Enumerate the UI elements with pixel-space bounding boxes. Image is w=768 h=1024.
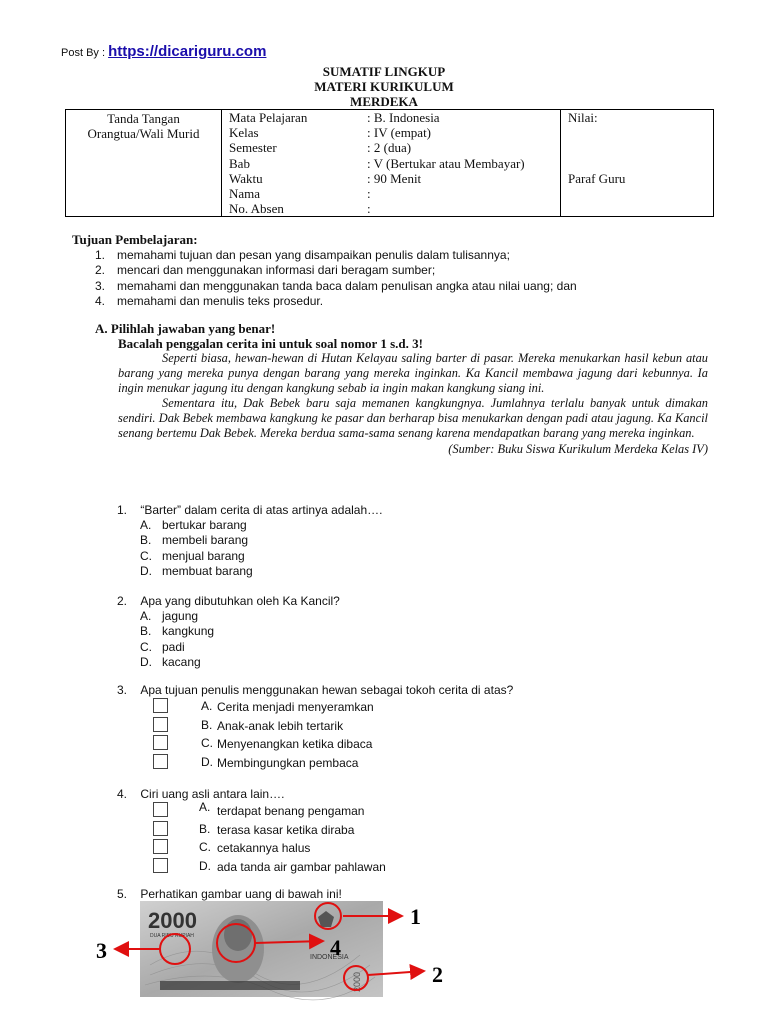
option[interactable]: A. terdapat benang pengaman <box>153 802 677 821</box>
checkbox[interactable] <box>153 802 168 817</box>
option[interactable]: C. menjual barang <box>140 548 245 563</box>
objectives-list <box>95 248 577 309</box>
question-text: 1. “Barter” dalam cerita di atas artinya adalah…. <box>117 503 383 517</box>
option[interactable]: C. padi <box>140 639 185 654</box>
checkbox[interactable] <box>153 839 168 854</box>
field-value: : <box>367 201 371 217</box>
list-item: 1. memahami tujuan dan pesan yang disampaikan penulis dalam tulisannya; <box>95 248 510 262</box>
checkbox[interactable] <box>153 698 168 713</box>
list-item: 2. mencari dan menggunakan informasi dari beragam sumber; <box>95 263 436 278</box>
banknote-words: DUA RIBU RUPIAH <box>150 933 194 939</box>
score-cell <box>561 110 714 217</box>
banknote-vertical-denomination: 2000 <box>352 971 362 992</box>
field-row <box>222 125 560 140</box>
checkbox[interactable] <box>153 858 168 873</box>
doc-title-line2: MATERI KURIKULUM <box>314 79 454 94</box>
checkbox[interactable] <box>153 754 168 769</box>
callout-label-2: 2 <box>432 962 443 987</box>
doc-title-line3: MERDEKA <box>350 94 418 109</box>
field-label: Nama <box>229 185 261 201</box>
list-item: 4. memahami dan menulis teks prosedur. <box>95 293 324 308</box>
field-label: Bab <box>229 155 250 171</box>
option[interactable]: D. membuat barang <box>140 563 253 578</box>
story-paragraph-2: Sementara itu, Dak Bebek baru saja memanen kangkungnya. Jumlahnya terlalu banyak untuk dimakan sendiri. Dak Bebek membawa kangkung ke pasar dan berharap bisa menukarkan dengan padi atau jagung. Ka Kancil senang bertemu Dak Bebek. Mereka berdua sama-sama senang karena mendapatkan barang yang mereka inginkan. <box>118 396 708 441</box>
banknote-denomination: 2000 <box>148 908 197 933</box>
option[interactable]: A. jagung <box>140 609 199 623</box>
option[interactable]: C. Menyenangkan ketika dibaca <box>153 735 677 754</box>
option[interactable]: D. ada tanda air gambar pahlawan <box>153 858 677 877</box>
story-excerpt <box>118 351 708 457</box>
question-text: 5. Perhatikan gambar uang di bawah ini! <box>117 887 342 901</box>
field-value: : B. Indonesia <box>367 110 440 125</box>
question-text: 3. Apa tujuan penulis menggunakan hewan sebagai tokoh cerita di atas? <box>117 683 514 697</box>
banknote-country: INDONESIA <box>310 954 349 961</box>
question-1 <box>117 502 617 579</box>
question-3 <box>117 682 677 772</box>
fields-cell <box>222 110 561 217</box>
option[interactable]: A. bertukar barang <box>140 518 247 532</box>
field-value: : V (Bertukar atau Membayar) <box>367 155 525 171</box>
story-paragraph-1: Seperti biasa, hewan-hewan di Hutan Kelayau saling barter di pasar. Mereka menukarkan hasil kebun atau barang yang mereka punya dengan barang yang mereka inginkan. Ka Kancil membawa jagung dari kebunnya. Ia ingin menukar jagung itu dengan kangkung sebab ia ingin makan kangkung siang ini. <box>118 351 708 396</box>
field-value: : IV (empat) <box>367 125 432 141</box>
signature-label-2: Orangtua/Wali Murid <box>87 126 200 141</box>
field-row <box>222 201 560 216</box>
checkbox[interactable] <box>153 821 168 836</box>
field-value: : <box>367 185 371 201</box>
post-by <box>61 43 266 60</box>
field-value: : 2 (dua) <box>367 140 412 156</box>
post-link[interactable]: https://dicariguru.com <box>108 43 267 60</box>
signature-cell <box>66 110 222 217</box>
option[interactable]: B. terasa kasar ketika diraba <box>153 821 677 840</box>
objectives-heading: Tujuan Pembelajaran: <box>72 232 198 247</box>
question-4 <box>117 786 677 876</box>
option[interactable]: D. kacang <box>140 654 201 669</box>
field-row <box>222 186 560 201</box>
section-a-title: A. Pilihlah jawaban yang benar! <box>95 321 276 336</box>
identity-table <box>65 109 714 217</box>
field-row <box>222 156 560 171</box>
option[interactable]: B. Anak-anak lebih tertarik <box>153 717 677 736</box>
question-2 <box>117 593 617 670</box>
field-label: Kelas <box>229 125 259 141</box>
option[interactable]: A. Cerita menjadi menyeramkan <box>153 698 677 717</box>
field-label: Mata Pelajaran <box>229 110 308 125</box>
story-source: (Sumber: Buku Siswa Kurikulum Merdeka Kelas IV) <box>448 441 708 456</box>
field-row <box>222 171 560 186</box>
signature-label-1: Tanda Tangan <box>107 111 180 126</box>
question-text: 4. Ciri uang asli antara lain…. <box>117 787 285 801</box>
checkbox[interactable] <box>153 735 168 750</box>
question-text: 2. Apa yang dibutuhkan oleh Ka Kancil? <box>117 594 340 608</box>
field-label: Semester <box>229 140 277 156</box>
checkbox[interactable] <box>153 717 168 732</box>
callout-label-3: 3 <box>96 938 107 963</box>
option[interactable]: D. Membingungkan pembaca <box>153 754 677 773</box>
banknote-figure <box>0 895 768 1024</box>
callout-label-4: 4 <box>330 935 341 960</box>
field-value: : 90 Menit <box>367 170 422 186</box>
doc-title-line1: SUMATIF LINGKUP <box>322 64 446 79</box>
serial-number-strip <box>160 981 300 990</box>
section-a-instruction: Bacalah penggalan cerita ini untuk soal nomor 1 s.d. 3! <box>118 336 423 351</box>
callout-label-1: 1 <box>410 904 421 929</box>
option[interactable]: C. cetakannya halus <box>153 839 677 858</box>
field-label: Waktu <box>229 170 263 186</box>
nilai-label: Nilai: <box>568 110 598 125</box>
field-row <box>222 140 560 155</box>
list-item: 3. memahami dan menggunakan tanda baca dalam penulisan angka atau nilai uang; dan <box>95 278 577 293</box>
field-label: No. Absen <box>229 201 284 217</box>
paraf-label: Paraf Guru <box>568 171 626 186</box>
field-row <box>222 110 560 125</box>
option[interactable]: B. membeli barang <box>140 533 249 548</box>
section-a-heading <box>95 321 423 351</box>
option[interactable]: B. kangkung <box>140 624 215 639</box>
post-by-prefix: Post By : <box>61 47 106 59</box>
